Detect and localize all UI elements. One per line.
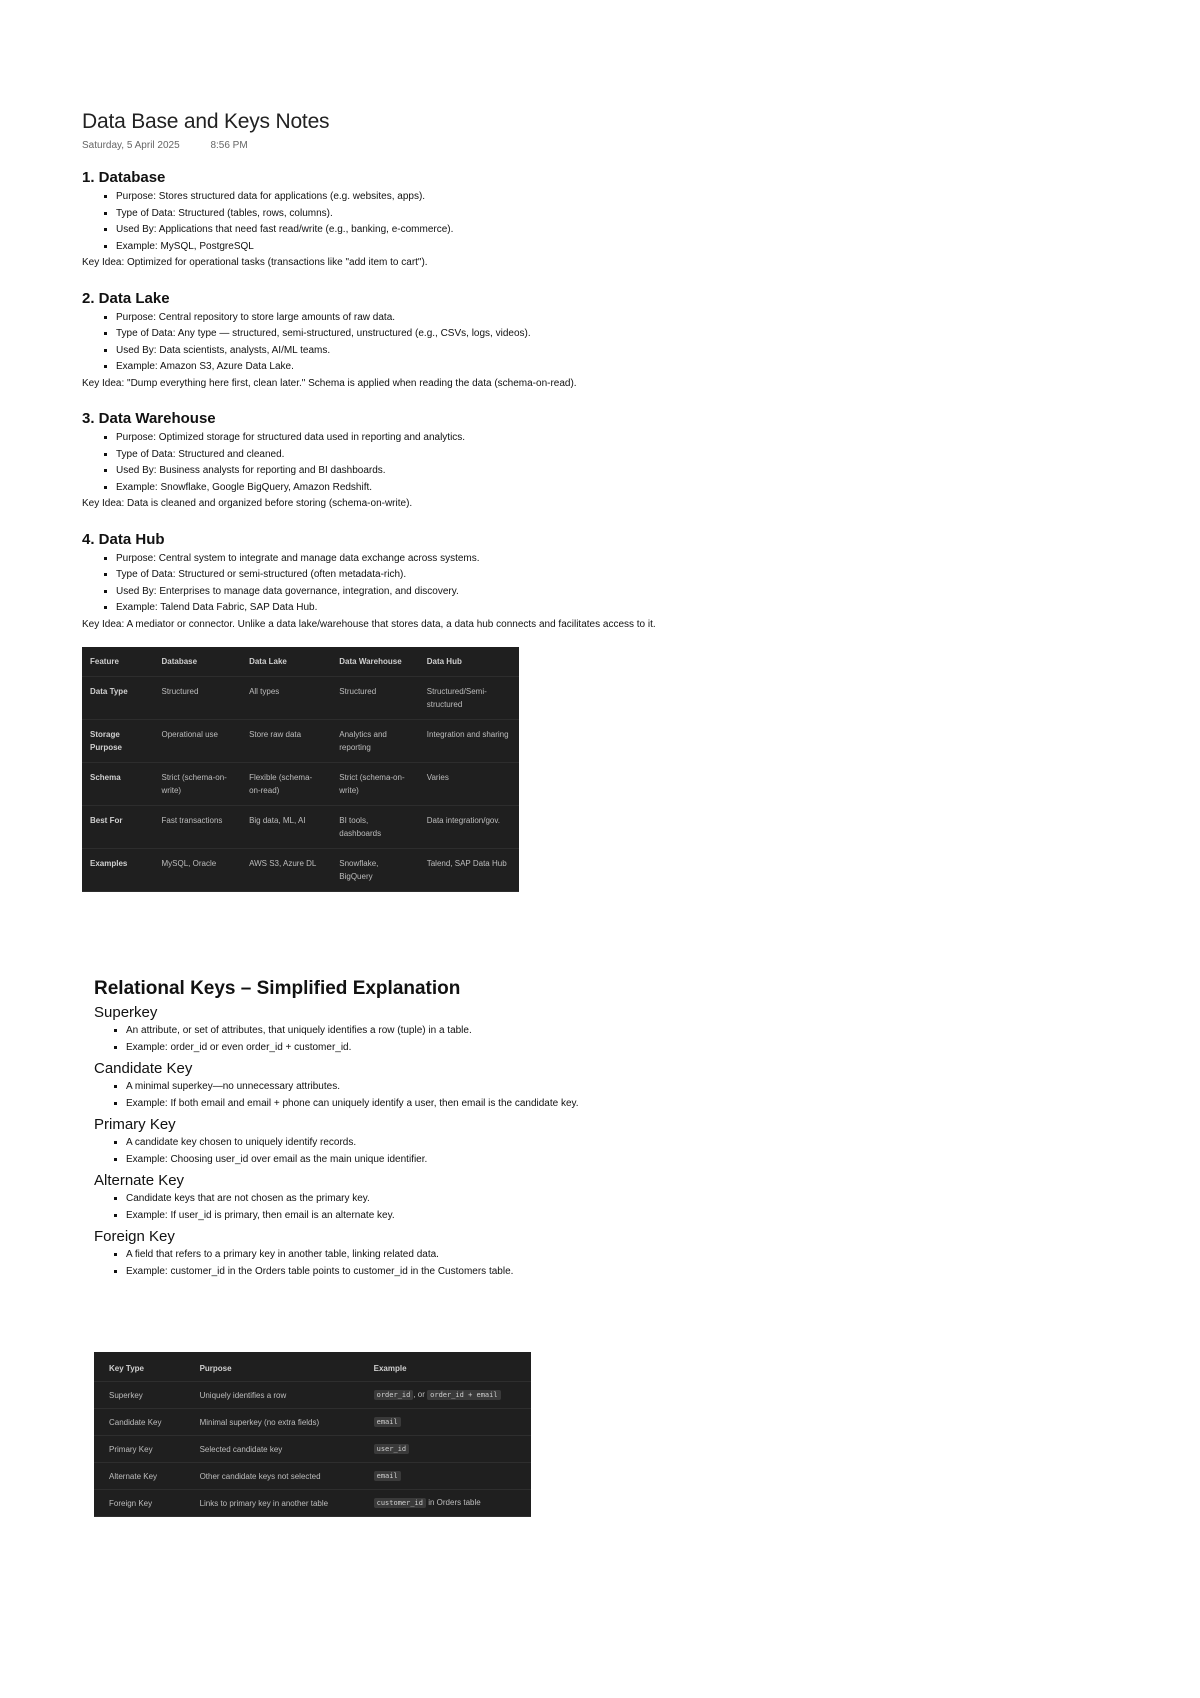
table-row xyxy=(94,1436,531,1463)
code-snippet: order_id + email xyxy=(427,1390,500,1400)
section-heading: 4. Data Hub xyxy=(82,530,165,548)
table-header-cell: Data Hub xyxy=(419,647,519,677)
key-idea: Key Idea: A mediator or connector. Unlike a data lake/warehouse that stores data, a data hub connects and facilitates access to it. xyxy=(82,618,656,630)
key-type-cell: Primary Key xyxy=(94,1436,185,1463)
table-cell: Talend, SAP Data Hub xyxy=(419,849,519,892)
code-snippet: user_id xyxy=(374,1444,410,1454)
key-bullets xyxy=(94,1135,674,1168)
key-bullets xyxy=(94,1247,674,1280)
code-snippet: email xyxy=(374,1471,401,1481)
bullet-item: ▪ Type of Data: Structured (tables, rows, columns). xyxy=(116,206,682,223)
bullet-item: ▪ Type of Data: Any type — structured, semi-structured, unstructured (e.g., CSVs, logs, videos). xyxy=(116,326,682,343)
bullet-item: ▪ Used By: Data scientists, analysts, AI/ML teams. xyxy=(116,343,682,360)
bullet-item: ▪ Example: order_id or even order_id + customer_id. xyxy=(126,1040,674,1057)
table-row xyxy=(82,763,519,806)
keys-table-image xyxy=(94,1352,531,1517)
bullet-item: ▪ A minimal superkey—no unnecessary attributes. xyxy=(126,1079,674,1096)
table-cell: Fast transactions xyxy=(154,806,242,849)
comparison-table xyxy=(82,647,519,892)
purpose-cell: Links to primary key in another table xyxy=(185,1490,359,1517)
bullet-item: ▪ Purpose: Central repository to store large amounts of raw data. xyxy=(116,310,682,327)
key-bullets xyxy=(94,1191,674,1224)
table-header-cell: Data Warehouse xyxy=(331,647,418,677)
code-snippet: order_id xyxy=(374,1390,414,1400)
key-type-cell: Alternate Key xyxy=(94,1463,185,1490)
bullet-item: ▪ Type of Data: Structured or semi-structured (often metadata-rich). xyxy=(116,567,682,584)
table-cell: Strict (schema-on-write) xyxy=(154,763,242,806)
bullet-item: ▪ Used By: Applications that need fast read/write (e.g., banking, e-commerce). xyxy=(116,222,682,239)
table-row xyxy=(82,677,519,720)
example-cell xyxy=(359,1382,531,1409)
bullet-item: ▪ A field that refers to a primary key in another table, linking related data. xyxy=(126,1247,674,1264)
keys-table-header xyxy=(94,1352,531,1382)
table-cell: Snowflake, BigQuery xyxy=(331,849,418,892)
section-bullets xyxy=(82,189,682,255)
bullet-item: ▪ Candidate keys that are not chosen as the primary key. xyxy=(126,1191,674,1208)
key-idea: Key Idea: "Dump everything here first, clean later." Schema is applied when reading the data (schema-on-read). xyxy=(82,377,577,389)
table-cell: Data integration/gov. xyxy=(419,806,519,849)
note-page xyxy=(82,110,682,892)
table-row xyxy=(94,1490,531,1517)
table-header-cell: Purpose xyxy=(185,1352,359,1382)
example-cell xyxy=(359,1409,531,1436)
table-row xyxy=(82,849,519,892)
table-cell: AWS S3, Azure DL xyxy=(241,849,331,892)
code-snippet: customer_id xyxy=(374,1498,426,1508)
example-cell xyxy=(359,1463,531,1490)
table-cell: Best For xyxy=(82,806,154,849)
note-time: 8:56 PM xyxy=(210,140,248,151)
page-title: Data Base and Keys Notes xyxy=(82,110,330,133)
table-row xyxy=(94,1382,531,1409)
code-snippet: email xyxy=(374,1417,401,1427)
table-cell: Store raw data xyxy=(241,720,331,763)
table-header-cell: Feature xyxy=(82,647,154,677)
table-cell: Strict (schema-on-write) xyxy=(331,763,418,806)
key-heading: Superkey xyxy=(94,1004,158,1021)
separator-text: , or xyxy=(413,1390,425,1399)
table-cell: MySQL, Oracle xyxy=(154,849,242,892)
table-cell: Structured xyxy=(331,677,418,720)
storage-sections xyxy=(82,169,682,633)
table-row xyxy=(94,1409,531,1436)
table-cell: Examples xyxy=(82,849,154,892)
key-type-cell: Superkey xyxy=(94,1382,185,1409)
bullet-item: ▪ Purpose: Optimized storage for structured data used in reporting and analytics. xyxy=(116,430,682,447)
table-cell: Schema xyxy=(82,763,154,806)
table-cell: Analytics and reporting xyxy=(331,720,418,763)
example-cell xyxy=(359,1490,531,1517)
key-heading: Foreign Key xyxy=(94,1228,175,1245)
bullet-item: ▪ Purpose: Stores structured data for applications (e.g. websites, apps). xyxy=(116,189,682,206)
table-cell: Operational use xyxy=(154,720,242,763)
section-heading: 3. Data Warehouse xyxy=(82,410,216,427)
relational-keys-section xyxy=(94,978,674,1280)
table-cell: Big data, ML, AI xyxy=(241,806,331,849)
table-cell: Flexible (schema-on-read) xyxy=(241,763,331,806)
bullet-item: ▪ A candidate key chosen to uniquely identify records. xyxy=(126,1135,674,1152)
table-header-cell: Data Lake xyxy=(241,647,331,677)
bullet-item: ▪ Example: MySQL, PostgreSQL xyxy=(116,239,682,256)
table-cell: Data Type xyxy=(82,677,154,720)
bullet-item: ▪ Purpose: Central system to integrate and manage data exchange across systems. xyxy=(116,551,682,568)
bullet-item: ▪ Used By: Business analysts for reporting and BI dashboards. xyxy=(116,463,682,480)
comparison-table-header xyxy=(82,647,519,677)
relational-keys-title: Relational Keys – Simplified Explanation xyxy=(94,978,461,999)
bullet-item: ▪ Example: customer_id in the Orders table points to customer_id in the Customers table. xyxy=(126,1264,674,1281)
example-suffix: in Orders table xyxy=(428,1498,481,1507)
bullet-item: ▪ An attribute, or set of attributes, that uniquely identifies a row (tuple) in a table. xyxy=(126,1023,674,1040)
note-date: Saturday, 5 April 2025 xyxy=(82,140,180,151)
key-heading: Alternate Key xyxy=(94,1172,185,1189)
table-cell: Storage Purpose xyxy=(82,720,154,763)
table-row xyxy=(82,720,519,763)
table-header-cell: Database xyxy=(154,647,242,677)
bullet-item: ▪ Type of Data: Structured and cleaned. xyxy=(116,447,682,464)
keys-table xyxy=(94,1352,531,1517)
key-idea: Key Idea: Data is cleaned and organized before storing (schema-on-write). xyxy=(82,498,413,509)
bullet-item: ▪ Example: Talend Data Fabric, SAP Data Hub. xyxy=(116,600,682,617)
key-type-cell: Foreign Key xyxy=(94,1490,185,1517)
key-heading: Primary Key xyxy=(94,1116,176,1133)
purpose-cell: Other candidate keys not selected xyxy=(185,1463,359,1490)
bullet-item: ▪ Example: If both email and email + phone can uniquely identify a user, then email is the candidate key. xyxy=(126,1096,674,1113)
table-cell: Integration and sharing xyxy=(419,720,519,763)
table-cell: Structured/Semi-structured xyxy=(419,677,519,720)
table-cell: All types xyxy=(241,677,331,720)
key-idea: Key Idea: Optimized for operational tasks (transactions like "add item to cart"). xyxy=(82,257,428,268)
bullet-item: ▪ Example: If user_id is primary, then email is an alternate key. xyxy=(126,1208,674,1225)
key-type-cell: Candidate Key xyxy=(94,1409,185,1436)
table-header-cell: Key Type xyxy=(94,1352,185,1382)
bullet-item: ▪ Example: Amazon S3, Azure Data Lake. xyxy=(116,359,682,376)
bullet-item: ▪ Example: Choosing user_id over email as the main unique identifier. xyxy=(126,1152,674,1169)
table-row xyxy=(82,806,519,849)
key-heading: Candidate Key xyxy=(94,1060,193,1077)
purpose-cell: Selected candidate key xyxy=(185,1436,359,1463)
table-cell: BI tools, dashboards xyxy=(331,806,418,849)
bullet-item: ▪ Used By: Enterprises to manage data governance, integration, and discovery. xyxy=(116,584,682,601)
purpose-cell: Minimal superkey (no extra fields) xyxy=(185,1409,359,1436)
section-heading: 1. Database xyxy=(82,169,166,186)
table-cell: Structured xyxy=(154,677,242,720)
purpose-cell: Uniquely identifies a row xyxy=(185,1382,359,1409)
table-cell: Varies xyxy=(419,763,519,806)
section-bullets xyxy=(82,310,682,376)
table-header-cell: Example xyxy=(359,1352,531,1382)
note-timestamp xyxy=(82,140,682,151)
section-bullets xyxy=(82,430,682,496)
key-bullets xyxy=(94,1023,674,1056)
bullet-item: ▪ Example: Snowflake, Google BigQuery, Amazon Redshift. xyxy=(116,480,682,497)
table-row xyxy=(94,1463,531,1490)
section-bullets xyxy=(82,551,682,617)
section-heading: 2. Data Lake xyxy=(82,289,170,307)
key-bullets xyxy=(94,1079,674,1112)
example-cell xyxy=(359,1436,531,1463)
